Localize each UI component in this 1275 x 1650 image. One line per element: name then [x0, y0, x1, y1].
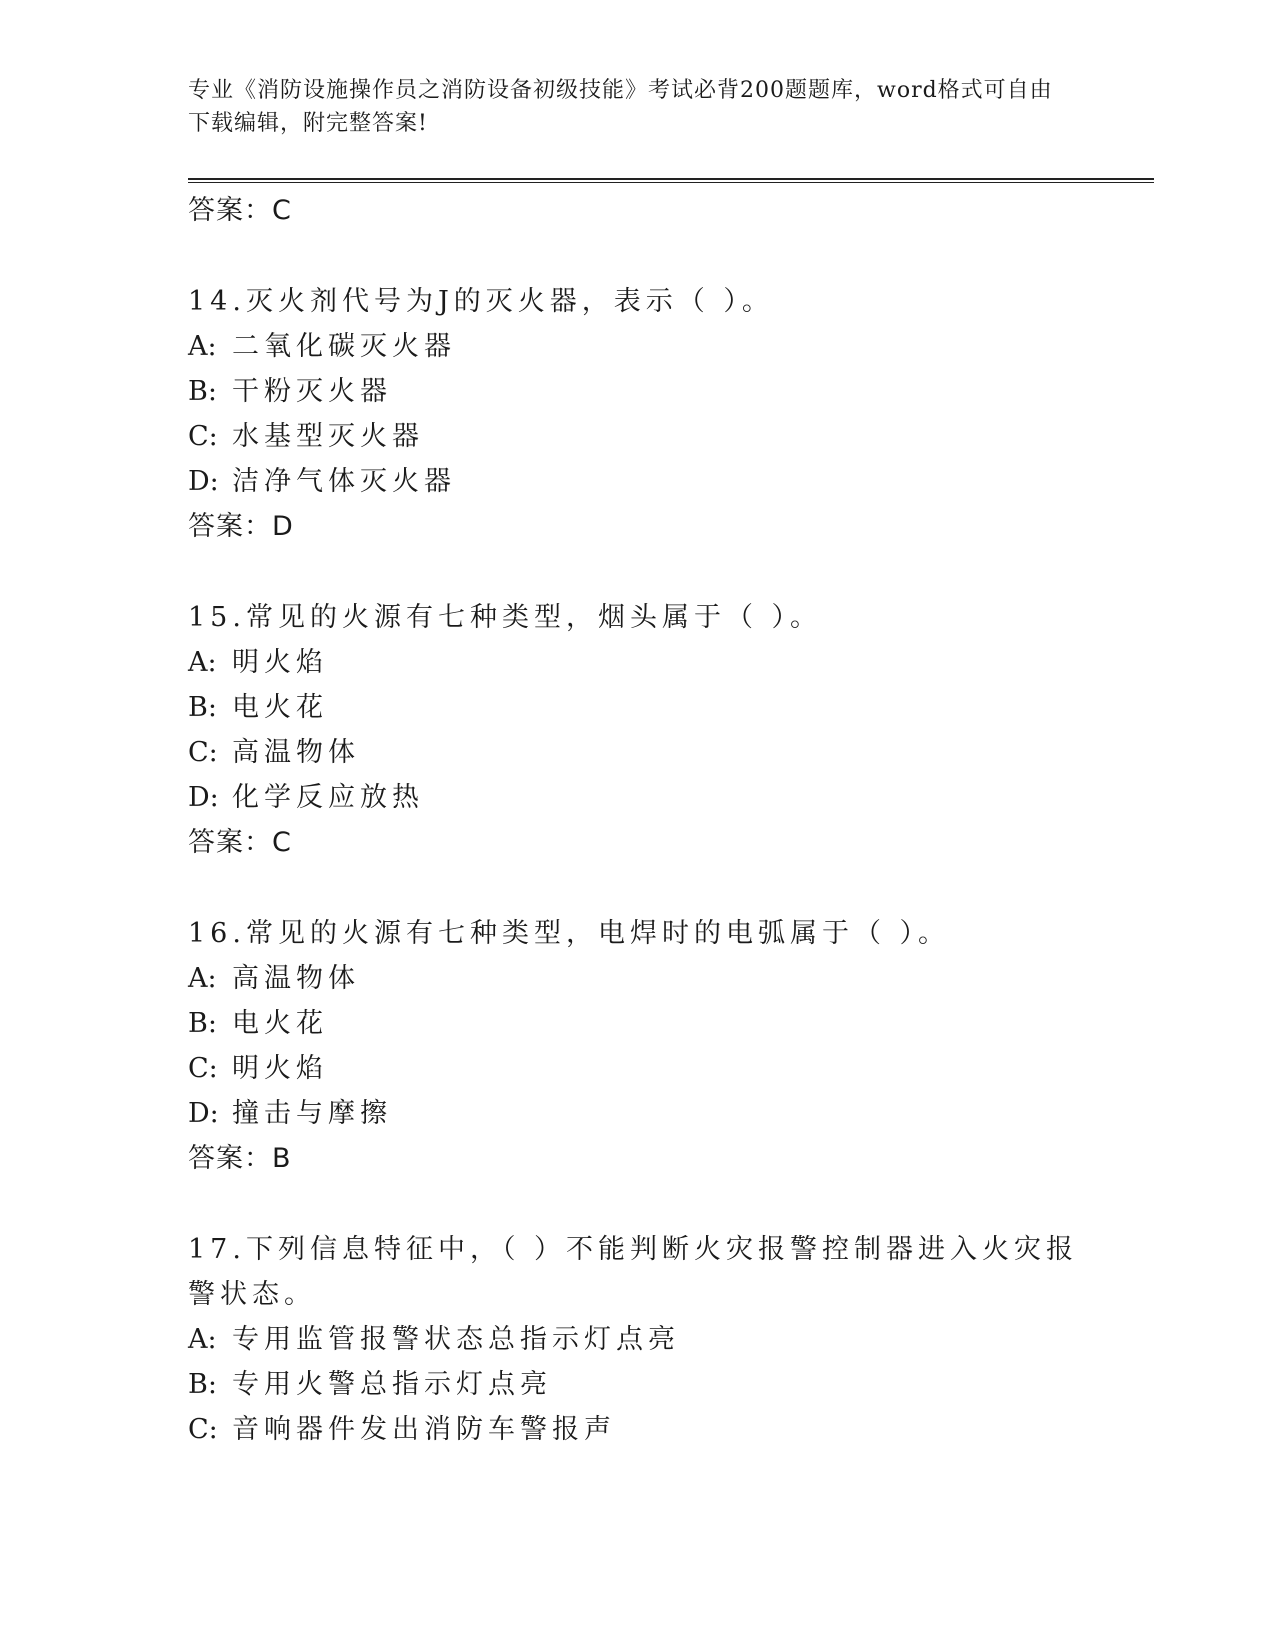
question-15: [188, 595, 1088, 866]
answer-label: 答案：B: [188, 1143, 292, 1174]
option-text: 音响器件发出消防车警报声: [232, 1414, 616, 1445]
option-key: C:: [188, 1414, 218, 1445]
question-text: 16.常见的火源有七种类型，电焊时的电弧属于（ ）。: [188, 918, 951, 949]
option-text: 干粉灭火器: [232, 376, 392, 407]
header-divider: [188, 178, 1154, 183]
option-c: [188, 1407, 1088, 1452]
option-key: D:: [188, 782, 219, 813]
option-text: 高温物体: [232, 963, 360, 994]
option-d: [188, 1091, 1088, 1136]
option-key: C:: [188, 421, 218, 452]
option-text: 二氧化碳灭火器: [232, 331, 456, 362]
option-key: C:: [188, 1053, 218, 1084]
option-text: 撞击与摩擦: [232, 1098, 392, 1129]
header-text: 专业《消防设施操作员之消防设备初级技能》考试必背200题题库，word格式可自由下载编辑，附完整答案!: [188, 78, 1053, 136]
option-a: [188, 324, 1088, 369]
option-text: 明火焰: [232, 1053, 328, 1084]
option-text: 水基型灭火器: [232, 421, 424, 452]
answer-label: 答案：D: [188, 511, 294, 542]
option-b: [188, 685, 1088, 730]
option-text: 化学反应放热: [232, 782, 424, 813]
option-key: D:: [188, 466, 219, 497]
option-c: [188, 1046, 1088, 1091]
option-b: [188, 369, 1088, 414]
option-d: [188, 459, 1088, 504]
page-header: [188, 74, 1068, 140]
option-key: D:: [188, 1098, 219, 1129]
option-text: 洁净气体灭火器: [232, 466, 456, 497]
option-key: B:: [188, 376, 217, 407]
option-b: [188, 1001, 1088, 1046]
option-text: 专用监管报警状态总指示灯点亮: [232, 1324, 680, 1355]
option-key: A:: [188, 647, 217, 678]
option-key: A:: [188, 331, 217, 362]
option-c: [188, 414, 1088, 459]
spacer: [188, 550, 1088, 595]
option-key: A:: [188, 963, 217, 994]
spacer: [188, 866, 1088, 911]
option-text: 电火花: [232, 1008, 328, 1039]
option-text: 专用火警总指示灯点亮: [232, 1369, 552, 1400]
spacer: [188, 1182, 1088, 1227]
option-key: C:: [188, 737, 218, 768]
question-14: [188, 279, 1088, 550]
answer-label: 答案：C: [188, 827, 292, 858]
question-text: 14.灭火剂代号为J的灭火器，表示（ ）。: [188, 286, 774, 317]
option-key: B:: [188, 1008, 217, 1039]
question-text: 17.下列信息特征中，（ ）不能判断火灾报警控制器进入火灾报警状态。: [188, 1234, 1079, 1310]
option-d: [188, 775, 1088, 820]
option-b: [188, 1362, 1088, 1407]
option-a: [188, 640, 1088, 685]
question-17: [188, 1227, 1088, 1452]
option-key: B:: [188, 692, 217, 723]
question-list: [188, 188, 1088, 1452]
option-text: 高温物体: [232, 737, 360, 768]
answer-label: 答案：C: [188, 195, 292, 226]
option-text: 电火花: [232, 692, 328, 723]
option-a: [188, 956, 1088, 1001]
question-text: 15.常见的火源有七种类型，烟头属于（ ）。: [188, 602, 823, 633]
option-text: 明火焰: [232, 647, 328, 678]
option-key: B:: [188, 1369, 217, 1400]
spacer: [188, 234, 1088, 279]
option-a: [188, 1317, 1088, 1362]
question-16: [188, 911, 1088, 1182]
option-key: A:: [188, 1324, 217, 1355]
option-c: [188, 730, 1088, 775]
